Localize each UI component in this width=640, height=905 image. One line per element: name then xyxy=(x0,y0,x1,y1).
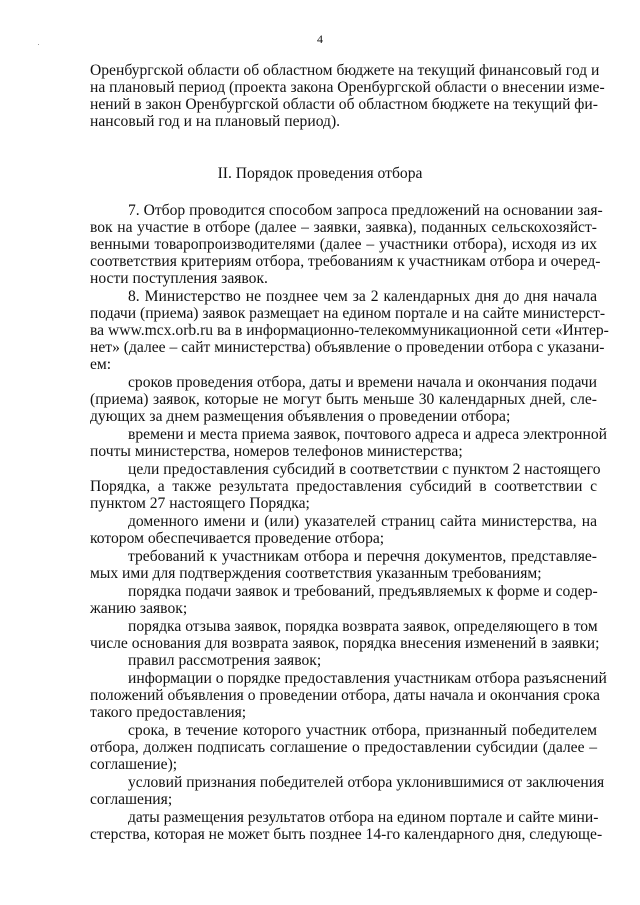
body-line: соглашение); xyxy=(90,756,178,773)
body-line: соответствия критериям отбора, требованиям к участникам отбора и очеред- xyxy=(90,253,601,270)
body-line: условий признания победителей отбора уклонившимися от заключения xyxy=(128,774,605,791)
body-line: требований к участникам отбора и перечня документов, представляе- xyxy=(128,548,597,565)
body-line: порядка подачи заявок и требований, предъявляемых к форме и содер- xyxy=(128,583,598,600)
body-line: соглашения; xyxy=(90,791,173,808)
body-line: ности поступления заявок. xyxy=(90,270,268,287)
body-line: нансовый год и на плановый период). xyxy=(90,113,341,130)
body-line: числе основания для возврата заявок, порядка внесения изменений в заявки; xyxy=(90,635,600,652)
body-line: дующих за днем размещения объявления о проведении отбора; xyxy=(90,408,511,425)
body-line: отбора, должен подписать соглашение о предоставлении субсидии (далее – xyxy=(90,739,597,756)
body-line: жанию заявок; xyxy=(90,600,188,617)
body-line: вок на участие в отборе (далее – заявки, заявка), поданных сельскохозяйст- xyxy=(90,219,597,236)
body-line: Порядка, а также результата предоставления субсидий в соответствии с xyxy=(90,478,597,495)
body-line: правил рассмотрения заявок; xyxy=(128,652,322,669)
body-line: информации о порядке предоставления участникам отбора разъяснений xyxy=(128,670,607,687)
body-line: почты министерства, номеров телефонов министерства; xyxy=(90,443,463,460)
body-line: (приема) заявок, которые не могут быть меньше 30 календарных дней, сле- xyxy=(90,391,597,408)
body-line: 7. Отбор проводится способом запроса предложений на основании зая- xyxy=(128,202,603,219)
body-line: времени и места приема заявок, почтового адреса и адреса электронной xyxy=(128,426,607,443)
body-line: Оренбургской области об областном бюджете на текущий финансовый год и xyxy=(90,62,600,79)
body-line: цели предоставления субсидий в соответствии с пунктом 2 настоящего xyxy=(128,461,601,478)
body-line: сроков проведения отбора, даты и времени начала и окончания подачи xyxy=(128,374,597,391)
body-line: доменного имени и (или) указателей страниц сайта министерства, на xyxy=(128,513,597,530)
body-line: котором обеспечивается проведение отбора; xyxy=(90,530,385,547)
page-number: 4 xyxy=(317,32,323,46)
body-line: срока, в течение которого участник отбора, признанный победителем xyxy=(128,722,597,739)
body-line: ва www.mcx.orb.ru ва в информационно-телекоммуникационной сети «Интер- xyxy=(90,322,609,339)
body-line: такого предоставления; xyxy=(90,704,247,721)
body-line: даты размещения результатов отбора на едином портале и сайте мини- xyxy=(128,809,599,826)
body-line: ем: xyxy=(90,356,112,373)
body-line: положений объявления о проведении отбора, даты начала и окончания срока xyxy=(90,687,600,704)
body-line: нений в закон Оренбургской области об областном бюджете на текущий фи- xyxy=(90,96,598,113)
body-line: пунктом 27 настоящего Порядка; xyxy=(90,495,310,512)
section-heading: II. Порядок проведения отбора xyxy=(217,165,423,182)
body-line: мых ими для подтверждения соответствия указанным требованиям; xyxy=(90,565,542,582)
body-line: 8. Министерство не позднее чем за 2 календарных дня до дня начала xyxy=(128,288,597,305)
body-line: на плановый период (проекта закона Оренбургской области о внесении изме- xyxy=(90,79,605,96)
body-line: подачи (приема) заявок размещает на едином портале и на сайте министерст- xyxy=(90,305,606,322)
body-line: нет» (далее – сайт министерства) объявление о проведении отбора с указани- xyxy=(90,339,605,356)
body-line: венными товаропроизводителями (далее – участники отбора), исходя из их xyxy=(90,236,597,253)
body-line: порядка отзыва заявок, порядка возврата заявок, определяющего в том xyxy=(128,618,598,635)
body-line: стерства, которая не может быть позднее 14-го календарного дня, следующе- xyxy=(90,826,603,843)
